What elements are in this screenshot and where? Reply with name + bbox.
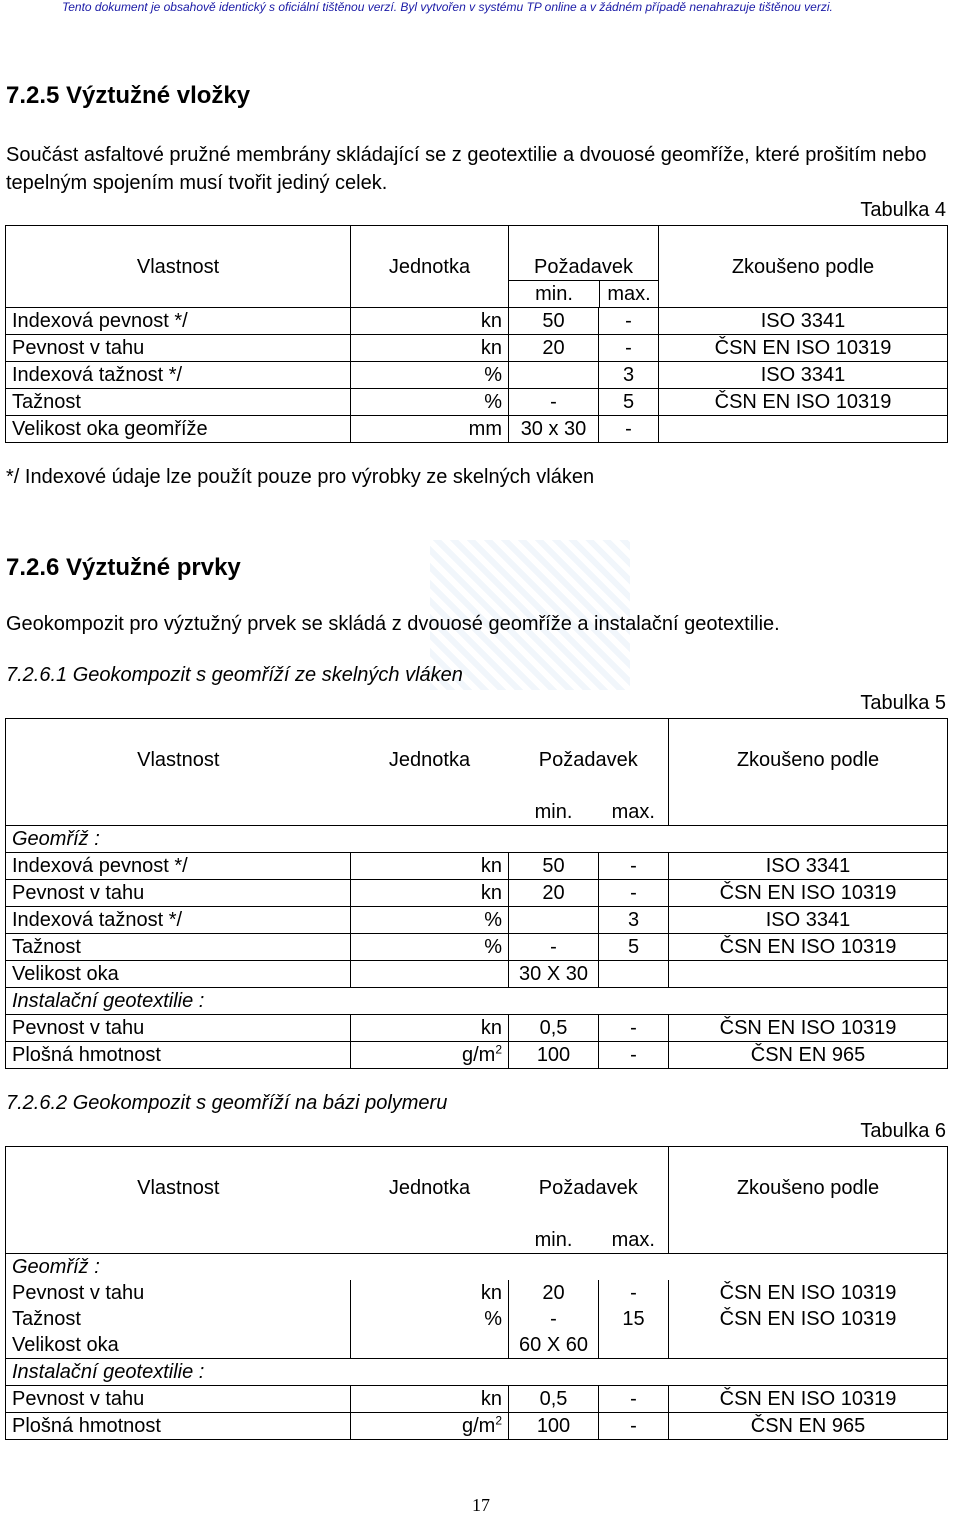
cell-max: 3 [599, 362, 659, 389]
cell-unit: kn [351, 1280, 509, 1306]
cell-property: Pevnost v tahu [6, 1386, 351, 1413]
cell-unit: $g/m^2$ [351, 1413, 509, 1440]
unit-superscript: 2 [495, 1042, 502, 1057]
table-row [6, 1386, 948, 1413]
cell-max [599, 1332, 669, 1359]
cell-max: - [599, 1386, 669, 1413]
cell-unit: kn [351, 880, 509, 907]
cell-unit: kn [351, 308, 509, 335]
document-disclaimer: Tento dokument je obsahově identický s oficiální tištěnou verzí. Byl vytvořen v systému TP online a v žádném případě nenahrazuje tištěnou verzi. [62, 0, 833, 14]
cell-test-method [659, 416, 948, 443]
cell-property: Plošná hmotnost [6, 1413, 351, 1440]
cell-max: - [599, 1280, 669, 1306]
cell-max: - [599, 880, 669, 907]
cell-test-method: ISO 3341 [669, 907, 948, 934]
table-row [6, 335, 948, 362]
cell-min: 30 x 30 [509, 416, 599, 443]
table-row [6, 1042, 948, 1069]
group-row [6, 988, 948, 1015]
cell-unit: % [351, 934, 509, 961]
cell-unit [351, 961, 509, 988]
cell-min: 100 [509, 1413, 599, 1440]
cell-property: Indexová tažnost */ [6, 362, 351, 389]
cell-unit: kn [351, 335, 509, 362]
cell-test-method: ČSN EN ISO 10319 [669, 1280, 948, 1306]
cell-property: Velikost oka [6, 961, 351, 988]
cell-unit: kn [351, 1015, 509, 1042]
cell-max: 5 [599, 934, 669, 961]
cell-test-method [669, 1332, 948, 1359]
table-row [6, 1413, 948, 1440]
header-jednotka: Jednotka [388, 749, 471, 771]
cell-max [599, 961, 669, 988]
cell-property: Pevnost v tahu [6, 880, 351, 907]
cell-max: 3 [599, 907, 669, 934]
cell-min: 50 [509, 308, 599, 335]
group-row [6, 1254, 948, 1281]
table-row [6, 416, 948, 443]
table-5 [5, 718, 948, 1069]
cell-max: - [599, 1015, 669, 1042]
cell-unit: % [351, 1306, 509, 1332]
table-header-row [6, 226, 948, 308]
table-4 [5, 225, 948, 443]
table-caption-5: Tabulka 5 [860, 692, 946, 714]
table-row [6, 853, 948, 880]
header-zkouseno: Zkoušeno podle [659, 226, 948, 308]
table-row [6, 1015, 948, 1042]
header-pozadavek-label: Požadavek [534, 256, 633, 278]
page-number: 17 [472, 1495, 490, 1515]
cell-unit: $g/m^2$ [351, 1042, 509, 1069]
cell-test-method: ISO 3341 [669, 853, 948, 880]
cell-test-method [669, 961, 948, 988]
cell-property: Plošná hmotnost [6, 1042, 351, 1069]
cell-min: 100 [509, 1042, 599, 1069]
cell-min: 20 [509, 880, 599, 907]
group-label-geotextilie: Instalační geotextilie : [6, 988, 948, 1015]
cell-min: 60 X 60 [509, 1332, 599, 1359]
cell-min: - [509, 1306, 599, 1332]
header-minmax [509, 1227, 669, 1253]
cell-test-method: ČSN EN ISO 10319 [669, 1015, 948, 1042]
cell-property: Indexová tažnost */ [6, 907, 351, 934]
cell-test-method: ČSN EN ISO 10319 [669, 1306, 948, 1332]
cell-min [509, 362, 599, 389]
table-5-geotextilie-body [6, 1015, 948, 1069]
cell-min [509, 907, 599, 934]
cell-property: Pevnost v tahu [6, 1015, 351, 1042]
cell-test-method: ČSN EN ISO 10319 [669, 934, 948, 961]
header-pozadavek-label: Požadavek [538, 1177, 638, 1199]
cell-property: Tažnost [6, 1306, 351, 1332]
cell-test-method: ČSN EN 965 [669, 1042, 948, 1069]
header-pozadavek-label: Požadavek [538, 749, 638, 771]
header-vlastnost: Vlastnost [6, 719, 351, 826]
section-text-725: Součást asfaltové pružné membrány skládající se z geotextilie a dvouosé geomříže, které prošitím nebo tepelným spojením musí tvořit jediný celek. [6, 144, 927, 194]
header-max: max. [611, 801, 655, 823]
header-zkouseno: Zkoušeno podle [669, 1147, 948, 1254]
table-row [6, 1306, 948, 1332]
table-row [6, 362, 948, 389]
table-row [6, 880, 948, 907]
section-title-7262: 7.2.6.2 Geokompozit s geomříží na bázi polymeru [6, 1092, 448, 1114]
header-min: min. [534, 1229, 573, 1251]
cell-unit: kn [351, 1386, 509, 1413]
cell-property: Indexová pevnost */ [6, 308, 351, 335]
header-pozadavek [509, 719, 669, 826]
unit-superscript: 2 [495, 1413, 502, 1428]
cell-unit: kn [351, 853, 509, 880]
cell-test-method: ČSN EN ISO 10319 [659, 335, 948, 362]
cell-min: 0,5 [509, 1015, 599, 1042]
table-row [6, 1332, 948, 1359]
cell-unit [351, 1332, 509, 1359]
cell-min: 50 [509, 853, 599, 880]
cell-min: 20 [509, 335, 599, 362]
cell-test-method: ČSN EN ISO 10319 [669, 880, 948, 907]
cell-property: Velikost oka [6, 1332, 351, 1359]
table-row [6, 907, 948, 934]
header-vlastnost: Vlastnost [6, 226, 351, 308]
cell-test-method: ČSN EN ISO 10319 [659, 389, 948, 416]
cell-max: - [599, 1413, 669, 1440]
group-label-geotextilie: Instalační geotextilie : [6, 1359, 948, 1386]
cell-property: Tažnost [6, 389, 351, 416]
cell-test-method: ISO 3341 [659, 308, 948, 335]
header-vlastnost: Vlastnost [6, 1147, 351, 1254]
header-pozadavek [509, 1147, 669, 1254]
header-jednotka: Jednotka [388, 1177, 471, 1199]
group-row [6, 826, 948, 853]
cell-max: - [599, 416, 659, 443]
cell-test-method: ISO 3341 [659, 362, 948, 389]
cell-property: Velikost oka geomříže [6, 416, 351, 443]
cell-max: - [599, 1042, 669, 1069]
section-title-725: 7.2.5 Výztužné vložky [6, 82, 251, 109]
cell-property: Tažnost [6, 934, 351, 961]
table-caption-4: Tabulka 4 [860, 199, 946, 221]
group-label-geomriz: Geomříž : [6, 1254, 948, 1281]
header-max: max. [611, 1229, 655, 1251]
header-pozadavek [509, 226, 659, 308]
table-row [6, 961, 948, 988]
section-title-726: 7.2.6 Výztužné prvky [6, 554, 241, 581]
cell-property: Pevnost v tahu [6, 1280, 351, 1306]
header-minmax [509, 799, 669, 825]
table-row [6, 308, 948, 335]
header-min: min. [509, 281, 600, 307]
cell-unit: mm [351, 416, 509, 443]
cell-min: - [509, 934, 599, 961]
cell-property: Pevnost v tahu [6, 335, 351, 362]
table-header-row [6, 719, 948, 826]
cell-unit: % [351, 907, 509, 934]
cell-max: - [599, 853, 669, 880]
section-text-726: Geokompozit pro výztužný prvek se skládá z dvouosé geomříže a instalační geotextilie. [6, 613, 780, 635]
table-header-row [6, 1147, 948, 1254]
table-row [6, 389, 948, 416]
table-6-geotextilie-body [6, 1386, 948, 1440]
table-row [6, 1280, 948, 1306]
cell-min: - [509, 389, 599, 416]
table-4-footnote: */ Indexové údaje lze použít pouze pro výrobky ze skelných vláken [6, 466, 595, 488]
table-caption-6: Tabulka 6 [860, 1120, 946, 1142]
cell-property: Indexová pevnost */ [6, 853, 351, 880]
header-max: max. [607, 283, 651, 305]
header-minmax [509, 280, 658, 307]
header-jednotka: Jednotka [351, 226, 509, 308]
cell-max: - [599, 335, 659, 362]
cell-max: - [599, 308, 659, 335]
cell-unit: % [351, 389, 509, 416]
table-6 [5, 1146, 948, 1440]
table-row [6, 934, 948, 961]
cell-max: 5 [599, 389, 659, 416]
table-5-geomriz-body [6, 853, 948, 988]
cell-test-method: ČSN EN 965 [669, 1413, 948, 1440]
cell-max: 15 [599, 1306, 669, 1332]
section-title-7261: 7.2.6.1 Geokompozit s geomříží ze skelných vláken [6, 664, 463, 686]
cell-min: 30 X 30 [509, 961, 599, 988]
cell-unit: % [351, 362, 509, 389]
header-zkouseno: Zkoušeno podle [669, 719, 948, 826]
cell-min: 0,5 [509, 1386, 599, 1413]
group-label-geomriz: Geomříž : [6, 826, 948, 853]
group-row [6, 1359, 948, 1386]
header-min: min. [534, 801, 573, 823]
cell-test-method: ČSN EN ISO 10319 [669, 1386, 948, 1413]
table-4-body [6, 308, 948, 443]
table-6-geomriz-body [6, 1280, 948, 1359]
cell-min: 20 [509, 1280, 599, 1306]
